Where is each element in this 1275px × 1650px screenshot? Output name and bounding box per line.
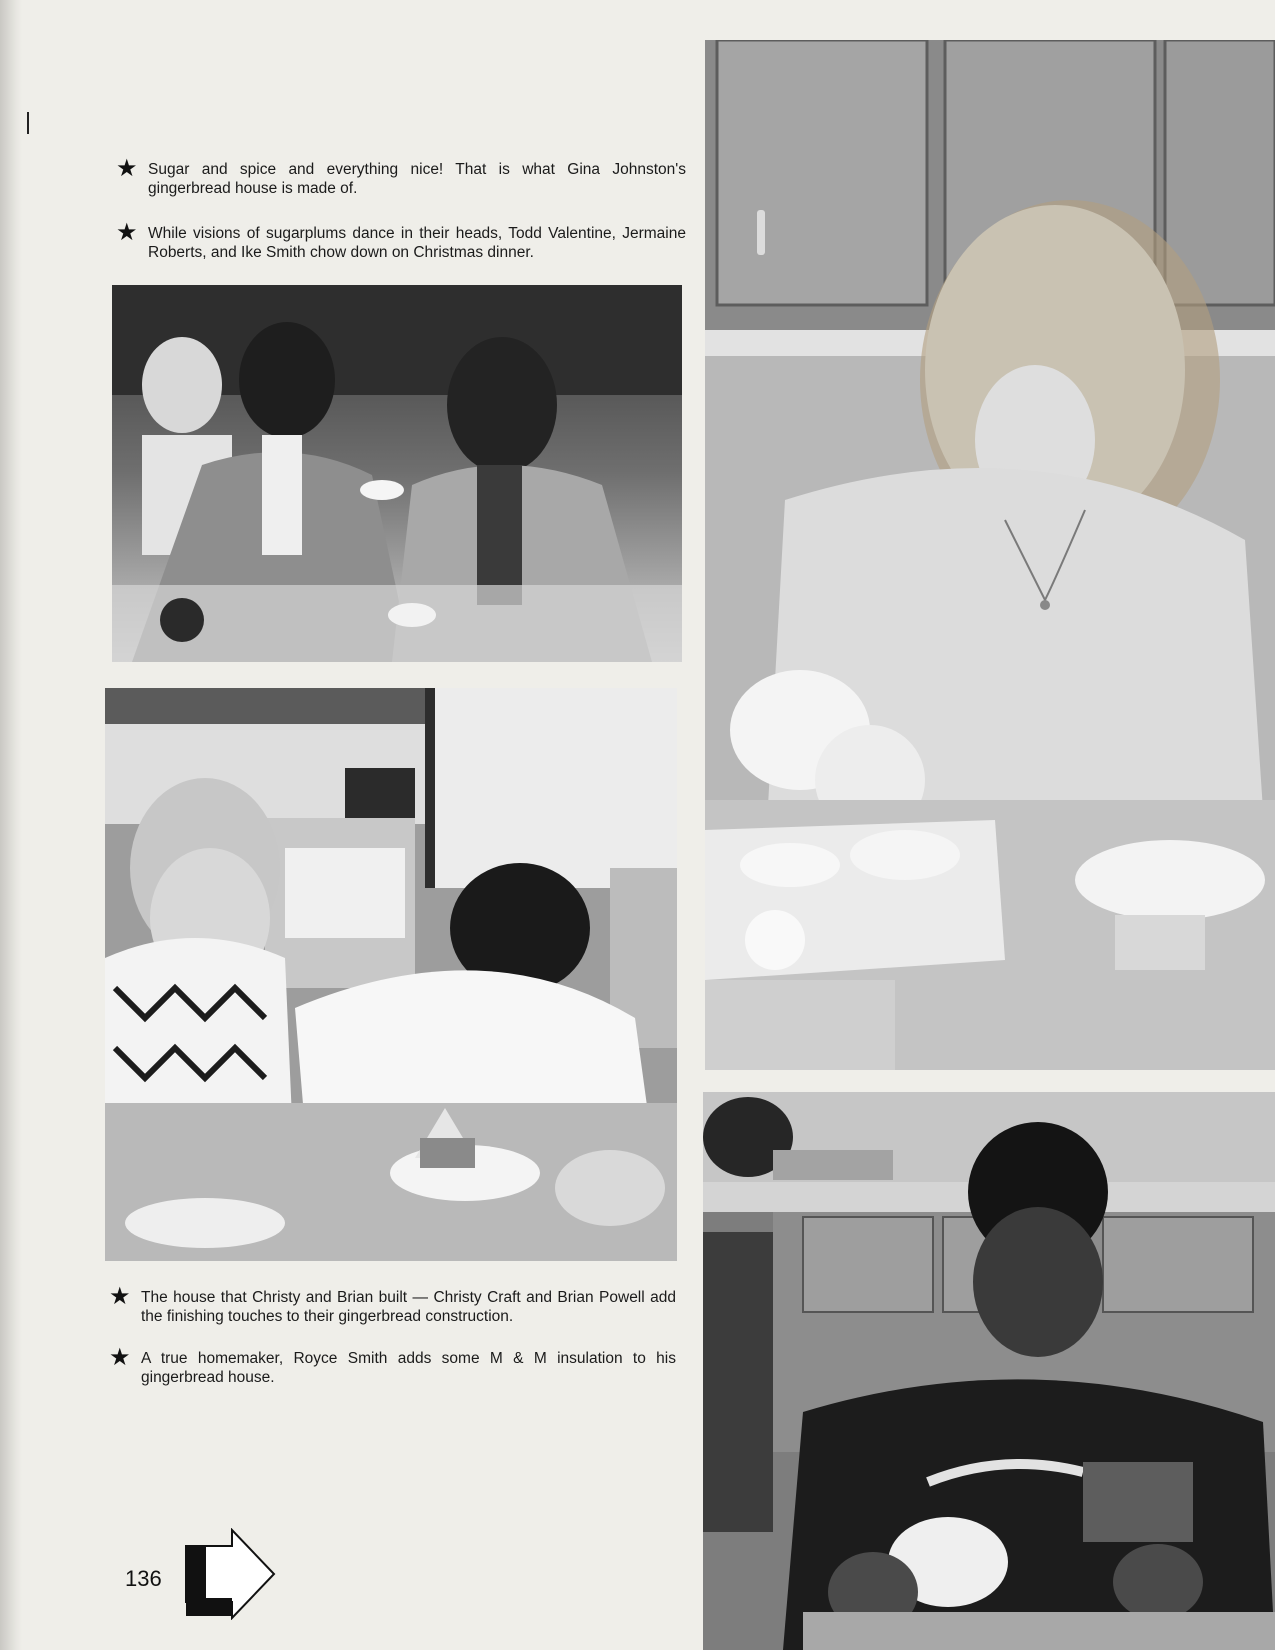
caption-christy-brian-text: The house that Christy and Brian built — Christy Craft and Brian Powell add the finishing touches to their gingerbread construction. [141, 1289, 676, 1325]
caption-royce-text: A true homemaker, Royce Smith adds some M & M insulation to his gingerbread house. [141, 1350, 676, 1386]
photo-christmas-dinner [112, 285, 682, 662]
star-icon: ★ [109, 1283, 131, 1310]
arrow-right-icon [182, 1528, 278, 1620]
photo-royce-smith [703, 1092, 1275, 1650]
photo-christy-brian-image [105, 688, 677, 1261]
page-number: 136 [125, 1566, 162, 1591]
caption-dinner [116, 219, 686, 262]
caption-gina-text: Sugar and spice and everything nice! That is what Gina Johnston's gingerbread house is made of. [148, 161, 686, 197]
star-icon: ★ [116, 155, 138, 182]
photo-christmas-dinner-image [112, 285, 682, 662]
photo-gina-johnston-image [705, 40, 1275, 1070]
caption-royce [109, 1344, 676, 1387]
star-icon: ★ [109, 1344, 131, 1371]
page-binding-edge [0, 0, 22, 1650]
photo-christy-brian [105, 688, 677, 1261]
caption-gina [116, 155, 686, 198]
caption-christy-brian [109, 1283, 676, 1326]
caption-dinner-text: While visions of sugarplums dance in their heads, Todd Valentine, Jermaine Roberts, and Ike Smith chow down on Christmas dinner. [148, 225, 686, 261]
photo-gina-johnston [705, 40, 1275, 1070]
star-icon: ★ [116, 219, 138, 246]
photo-royce-smith-image [703, 1092, 1275, 1650]
arrow-right-icon-graphic [182, 1528, 278, 1620]
binding-mark [27, 112, 29, 134]
